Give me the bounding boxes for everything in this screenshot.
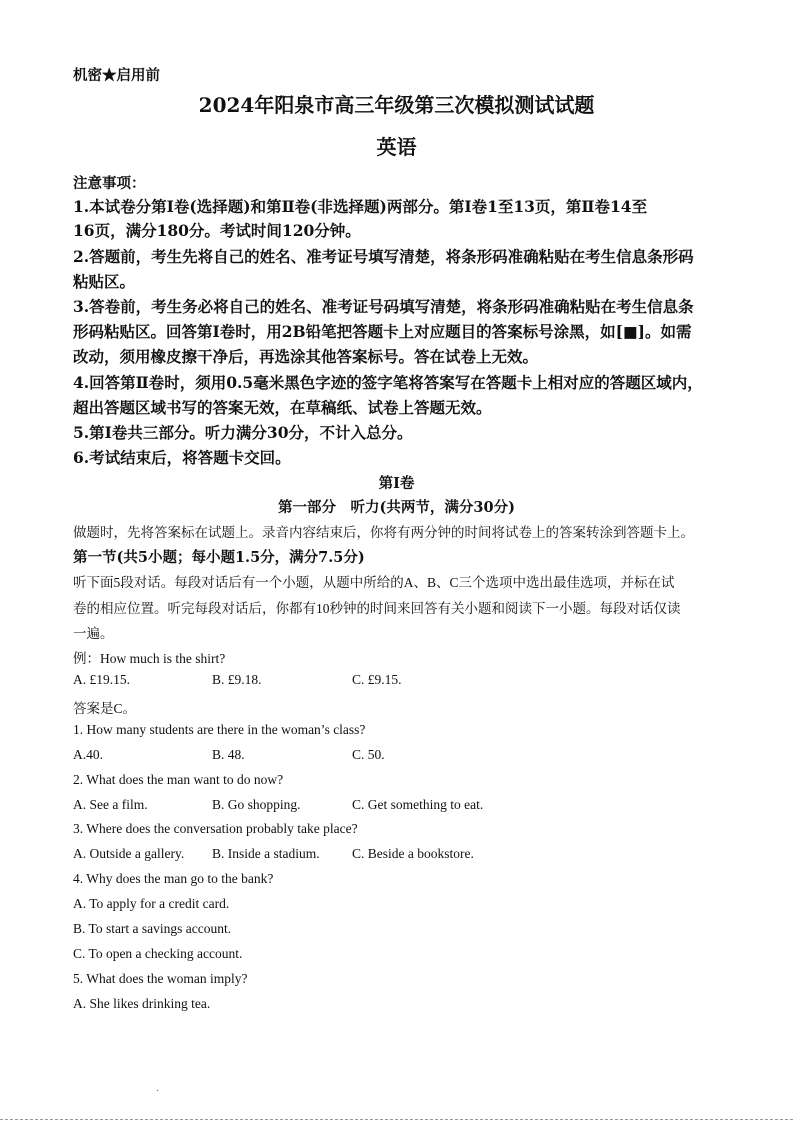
volume-heading: 第Ⅰ卷	[378, 475, 415, 492]
option: B. Inside a stadium.	[212, 846, 320, 861]
section-heading: 第一节(共5小题；每小题1.5分，满分7.5分)	[73, 549, 365, 566]
question: 2. What does the man want to do now?	[73, 772, 284, 787]
notice-line: 2.答题前，考生先将自己的姓名、准考证号填写清楚，将条形码准确粘贴在考生信息条形码	[73, 247, 694, 266]
notice-line: 1.本试卷分第Ⅰ卷(选择题)和第Ⅱ卷(非选择题)两部分。第Ⅰ卷1至13页，第Ⅱ卷14至	[73, 197, 648, 216]
section-intro-line: 听下面5段对话。每段对话后有一个小题，从题中所给的A、B、C三个选项中选出最佳选项，并标在试	[73, 575, 675, 590]
option: B. Go shopping.	[212, 797, 301, 812]
confidential-mark: 机密★启用前	[73, 67, 160, 84]
option: C. £9.15.	[352, 672, 402, 687]
option: A. Outside a gallery.	[73, 846, 185, 861]
notice-line: 改动，须用橡皮擦干净后，再选涂其他答案标号。答在试卷上无效。	[73, 347, 539, 366]
notice-line: 4.回答第Ⅱ卷时，须用0.5毫米黑色字迹的签字笔将答案写在答题卡上相对应的答题区域内，	[73, 373, 703, 392]
notice-line: 6.考试结束后，将答题卡交回。	[73, 448, 291, 467]
exam-title: 2024年阳泉市高三年级第三次模拟测试试题	[198, 93, 595, 117]
option: B. £9.18.	[212, 672, 262, 687]
section-intro-line: 一遍。	[73, 626, 114, 641]
option: C. 50.	[352, 747, 385, 762]
option: A.40.	[73, 747, 103, 762]
example-question: 例：How much is the shirt?	[73, 651, 226, 666]
option: A. To apply for a credit card.	[73, 896, 230, 911]
notice-line: 16页，满分180分。考试时间120分钟。	[73, 221, 361, 240]
part-intro: 做题时，先将答案标在试题上。录音内容结束后，你将有两分钟的时间将试卷上的答案转涂到答题卡上。	[73, 525, 694, 540]
question: 5. What does the woman imply?	[73, 971, 248, 986]
option: A. She likes drinking tea.	[73, 996, 211, 1011]
option: C. To open a checking account.	[73, 946, 243, 961]
question: 1. How many students are there in the woman’s class?	[73, 722, 366, 737]
option: B. 48.	[212, 747, 245, 762]
option: A. See a film.	[73, 797, 148, 812]
notice-line: 粘贴区。	[73, 272, 136, 291]
option: C. Get something to eat.	[352, 797, 484, 812]
footer-dot: .	[156, 1083, 160, 1094]
notice-line: 3.答卷前，考生务必将自己的姓名、准考证号码填写清楚，将条形码准确粘贴在考生信息条	[73, 297, 694, 316]
part-heading: 第一部分 听力(共两节，满分30分)	[278, 499, 515, 516]
section-intro-line: 卷的相应位置。听完每段对话后，你都有10秒钟的时间来回答有关小题和阅读下一小题。每段对话仅读	[73, 601, 681, 616]
notice-line: 形码粘贴区。回答第Ⅰ卷时，用2B铅笔把答题卡上对应题目的答案标号涂黑，如[■]。如需	[73, 322, 692, 341]
notice-heading: 注意事项：	[73, 175, 146, 192]
notice-line: 超出答题区域书写的答案无效，在草稿纸、试卷上答题无效。	[73, 398, 492, 417]
page-divider	[0, 1119, 793, 1120]
notice-line: 5.第Ⅰ卷共三部分。听力满分30分，不计入总分。	[73, 423, 413, 442]
subject-title: 英语	[376, 135, 417, 159]
option: A. £19.15.	[73, 672, 130, 687]
option: C. Beside a bookstore.	[352, 846, 474, 861]
example-answer: 答案是C。	[73, 701, 137, 716]
question: 3. Where does the conversation probably take place?	[73, 821, 358, 836]
option: B. To start a savings account.	[73, 921, 232, 936]
question: 4. Why does the man go to the bank?	[73, 871, 274, 886]
